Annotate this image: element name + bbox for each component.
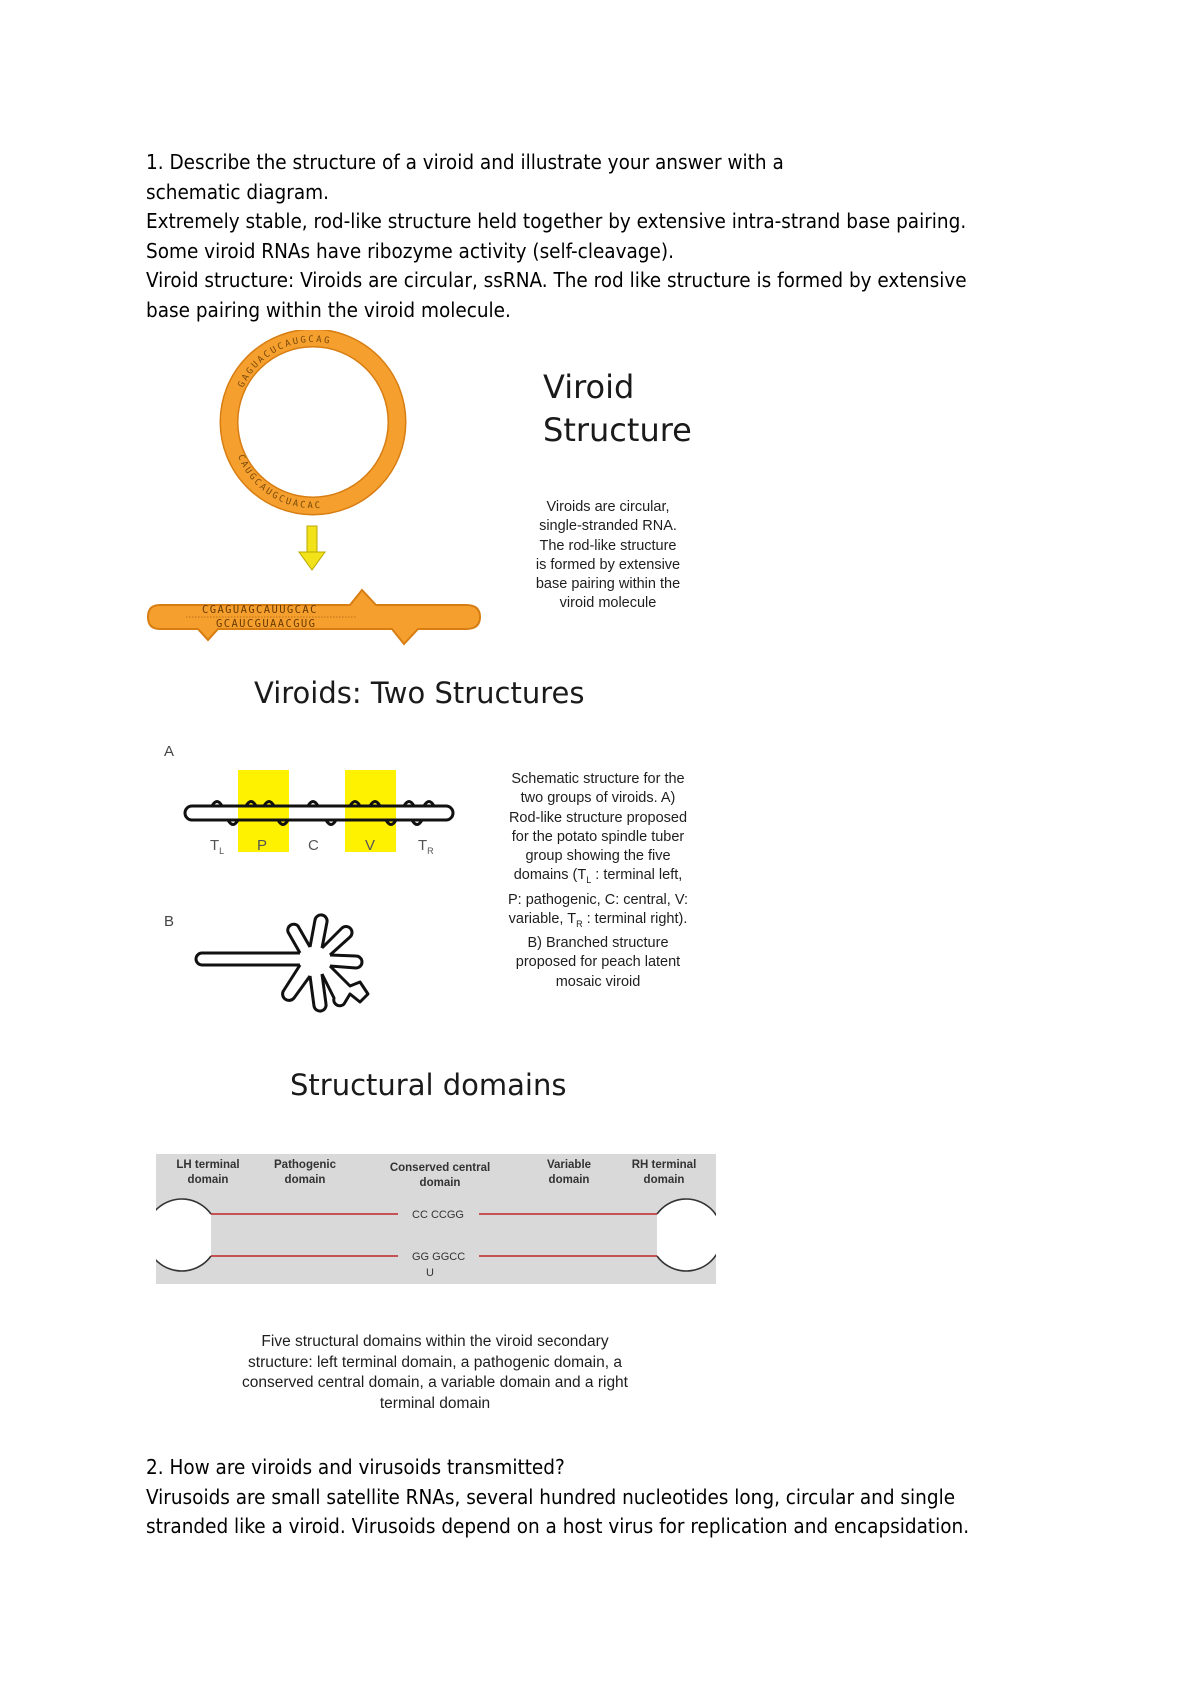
answer-2-line: Virusoids are small satellite RNAs, several hundred nucleotides long, circular and single (146, 1484, 956, 1509)
viroid-structure-caption (512, 498, 704, 614)
two-structures-caption (480, 770, 716, 992)
branched-structure (196, 915, 368, 1011)
central-sequence-bottom: GG GGCC (412, 1251, 466, 1263)
domain-header-pathogenic: Pathogenic (274, 1159, 336, 1171)
viroid-circle-diagram (146, 330, 498, 650)
caption-line: conserved central domain, a variable domain and a right (241, 1374, 628, 1391)
caption-line: variable, $T_R$ : terminal right). (508, 910, 688, 929)
circle-sequence-top: GAGUACUCAUGCAG (236, 334, 333, 390)
caption-line: base pairing within the (535, 576, 681, 593)
structural-domains-caption (200, 1332, 670, 1414)
answer-1-line: Extremely stable, rod-like structure held together by extensive intra-strand base pairing. (146, 209, 967, 233)
domain-label-tl: $T_L$ (210, 837, 225, 856)
label-b: B (164, 913, 175, 930)
question-1-line: 1. Describe the structure of a viroid and illustrate your answer with a (146, 150, 784, 174)
two-structures-diagram (160, 742, 470, 1032)
caption-line: Viroids are circular, (546, 499, 670, 515)
rod-like-structure (185, 802, 453, 825)
answer-1-line: Viroid structure: Viroids are circular, ssRNA. The rod like structure is formed by extensive (146, 268, 967, 292)
domain-header-central-sub: domain (419, 1177, 461, 1189)
rod-rna (148, 590, 480, 644)
rod-sequence-top: CGAGUAGCAUUGCAC (202, 604, 318, 616)
right-terminal-loop (657, 1199, 716, 1271)
structural-domains-panel (156, 1154, 716, 1284)
rod-sequence-bottom: GCAUCGUAACGUG (216, 618, 317, 630)
caption-line: is formed by extensive (535, 556, 681, 573)
question-2-line: 2. How are viroids and virusoids transmitted? (146, 1455, 565, 1479)
caption-line: group showing the five (525, 848, 671, 865)
structural-domains-title: Structural domains (290, 1068, 567, 1102)
caption-line: two groups of viroids. A) (520, 790, 676, 807)
question-1-line: schematic diagram. (146, 179, 329, 204)
domain-header-lh: LH terminal (176, 1159, 240, 1171)
caption-line: B) Branched structure (527, 935, 669, 952)
two-structures-title: Viroids: Two Structures (254, 676, 585, 710)
answer-1-line: Some viroid RNAs have ribozyme activity (self-cleavage). (146, 238, 674, 263)
central-sequence-top: CC CCGG (412, 1209, 464, 1221)
domain-label-p: P (257, 837, 268, 854)
question-1-block (146, 148, 1046, 325)
caption-line: viroid molecule (559, 595, 657, 612)
domain-header-central: Conserved central (389, 1162, 491, 1174)
answer-2-line: stranded like a viroid. Virusoids depend on a host virus for replication and encapsidation. (146, 1514, 970, 1538)
down-arrow-icon (299, 526, 325, 570)
domain-header-lh-sub: domain (187, 1174, 229, 1186)
caption-line: terminal domain (379, 1394, 491, 1412)
domain-header-variable: Variable (546, 1159, 592, 1171)
left-terminal-loop (156, 1199, 211, 1271)
domain-label-v: V (365, 837, 376, 854)
caption-line: domains ($T_L$ : terminal left, (513, 867, 683, 886)
central-sequence-u: U (426, 1267, 434, 1279)
caption-line: for the potato spindle tuber (511, 828, 685, 845)
answer-1-line: base pairing within the viroid molecule. (146, 297, 511, 322)
caption-line: Five structural domains within the viroid secondary (261, 1333, 609, 1350)
caption-line: mosaic viroid (555, 973, 641, 990)
caption-line: P: pathogenic, C: central, V: (507, 891, 688, 908)
title-line: Viroid (543, 368, 635, 406)
label-a: A (164, 743, 175, 760)
circle-sequence-bottom: CAUGCAUGCUACAC (235, 453, 323, 512)
caption-line: single-stranded RNA. (539, 518, 677, 535)
domain-header-rh: RH terminal (631, 1159, 697, 1171)
domain-header-rh-sub: domain (643, 1174, 685, 1186)
caption-line: Rod-like structure proposed (508, 809, 688, 826)
domain-header-variable-sub: domain (548, 1174, 590, 1186)
domain-header-pathogenic-sub: domain (284, 1174, 326, 1186)
caption-line: The rod-like structure (539, 537, 677, 554)
viroid-structure-title (543, 366, 703, 452)
question-2-block (146, 1453, 1046, 1542)
caption-line: proposed for peach latent (515, 954, 681, 971)
domain-label-tr: $T_R$ (418, 837, 434, 856)
domain-label-c: C (308, 837, 319, 854)
caption-line: Schematic structure for the (511, 771, 685, 787)
caption-line: structure: left terminal domain, a pathogenic domain, a (248, 1353, 622, 1371)
title-line: Structure (543, 411, 692, 449)
